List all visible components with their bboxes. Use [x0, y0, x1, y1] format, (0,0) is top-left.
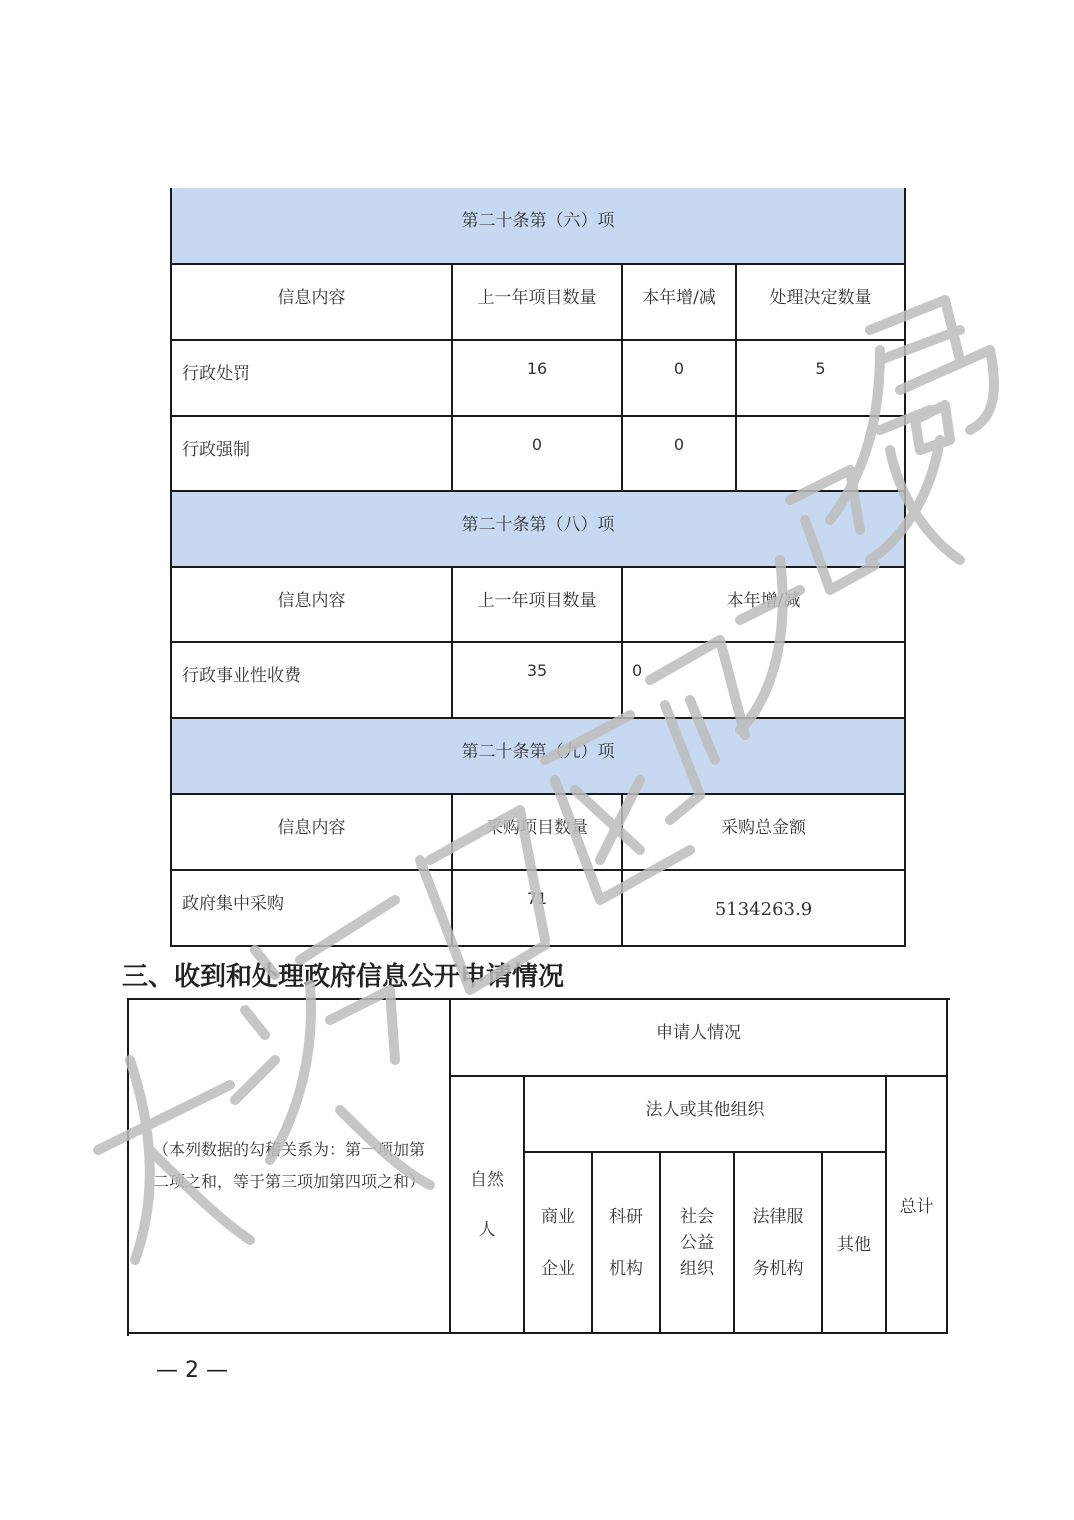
note-cell	[129, 1000, 451, 1334]
welfare-line-1: 社会	[680, 1206, 714, 1227]
cell-fees-change: 0	[623, 643, 906, 719]
cell-penalty-change: 0	[623, 341, 737, 417]
section-6-title: 第二十条第（六）项	[172, 188, 906, 265]
legal-service-org-header	[735, 1153, 823, 1334]
header-info-content: 信息内容	[172, 265, 453, 341]
page-number: — 2 —	[156, 1358, 228, 1383]
note-line-2: 二项之和，等于第三项加第四项之和）	[152, 1172, 425, 1191]
cell-penalty-prev: 16	[453, 341, 623, 417]
header-decision-count: 处理决定数量	[737, 265, 906, 341]
total-header: 总计	[887, 1077, 948, 1334]
research-line-1: 科研	[609, 1206, 643, 1227]
cell-enforcement-change: 0	[623, 417, 737, 492]
row-label-penalty: 行政处罚	[172, 341, 453, 417]
row-label-admin-fees: 行政事业性收费	[172, 643, 453, 719]
cell-enforcement-decisions	[737, 417, 906, 492]
row-label-central-procurement: 政府集中采购	[172, 871, 453, 947]
applicant-header: 申请人情况	[451, 1000, 948, 1077]
legal-service-line-2: 务机构	[752, 1258, 804, 1279]
cell-fees-prev: 35	[453, 643, 623, 719]
public-welfare-org-header	[661, 1153, 735, 1334]
welfare-line-2: 公益	[680, 1232, 714, 1253]
commercial-enterprise-header	[525, 1153, 593, 1334]
welfare-line-3: 组织	[680, 1258, 714, 1279]
natural-person-line-2: 人	[478, 1219, 496, 1240]
header-info-content: 信息内容	[172, 568, 453, 643]
header-info-content: 信息内容	[172, 795, 453, 871]
legal-service-line-1: 法律服	[752, 1206, 804, 1227]
other-org-header: 其他	[823, 1153, 887, 1334]
natural-person-header	[451, 1077, 525, 1334]
section-9-title: 第二十条第（九）项	[172, 719, 906, 795]
header-change: 本年增/减	[623, 568, 906, 643]
research-institution-header	[593, 1153, 661, 1334]
cell-penalty-decisions: 5	[737, 341, 906, 417]
commercial-line-1: 商业	[541, 1206, 575, 1227]
row-label-enforcement: 行政强制	[172, 417, 453, 492]
section-3-heading: 三、收到和处理政府信息公开申请情况	[122, 962, 565, 992]
cell-procurement-count: 71	[453, 871, 623, 947]
note-line-1: （本列数据的勾稽关系为：第一项加第	[152, 1140, 425, 1159]
header-change: 本年增/减	[623, 265, 737, 341]
header-procurement-amount: 采购总金额	[623, 795, 906, 871]
header-prev-year-count: 上一年项目数量	[453, 265, 623, 341]
legal-entity-header: 法人或其他组织	[525, 1077, 887, 1153]
section-8-title: 第二十条第（八）项	[172, 492, 906, 568]
commercial-line-2: 企业	[541, 1258, 575, 1279]
header-procurement-count: 采购项目数量	[453, 795, 623, 871]
cell-enforcement-prev: 0	[453, 417, 623, 492]
disclosure-table	[170, 188, 908, 947]
research-line-2: 机构	[609, 1258, 643, 1279]
application-table	[127, 998, 950, 1336]
header-prev-year-count: 上一年项目数量	[453, 568, 623, 643]
natural-person-line-1: 自然	[470, 1169, 504, 1190]
cell-procurement-amount: 5134263.9	[623, 871, 906, 947]
